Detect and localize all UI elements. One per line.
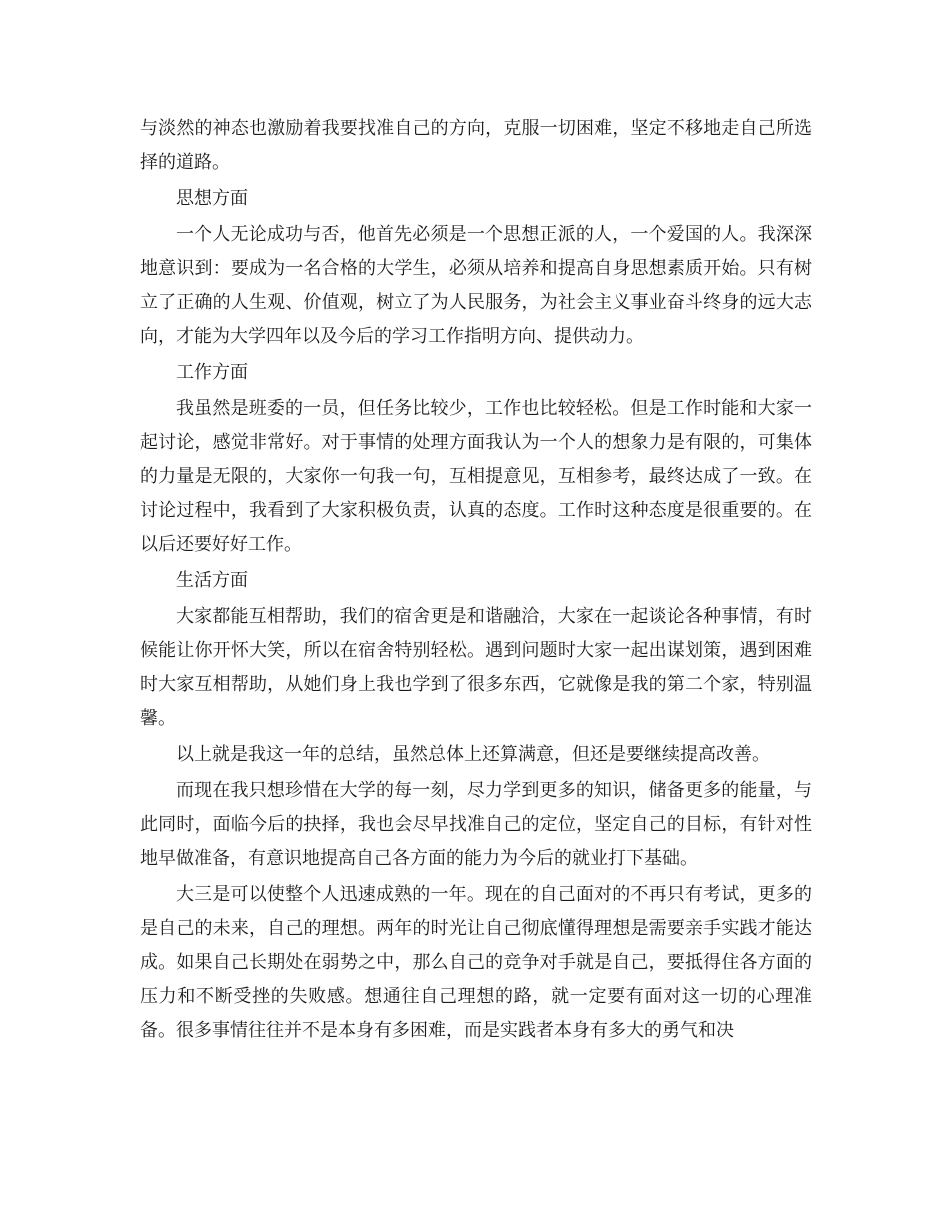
paragraph-summary: 以上就是我这一年的总结，虽然总体上还算满意，但还是要继续提高改善。 [176,744,770,765]
section-heading-work: 工作方面 [176,362,248,383]
paragraph-work: 我虽然是班委的一员，但任务比较少，工作也比较轻松。但是工作时能和大家一起讨论，感觉非常好。对于事情的处理方面我认为一个人的想象力是有限的，可集体的力量是无限的，大家你一句我一句，互相提意见，互相参考，最终达成了一致。在讨论过程中，我看到了大家积极负责，认真的态度。工作时这种态度是很重要的。在以后还要好好工作。 [140,398,812,555]
paragraph-future: 而现在我只想珍惜在大学的每一刻，尽力学到更多的知识，储备更多的能量，与此同时，面临今后的抉择，我也会尽早找准自己的定位，坚定自己的目标，有针对性地早做准备，有意识地提高自己各方面的能力为今后的就业打下基础。 [140,780,812,869]
section-heading-thought: 思想方面 [176,188,248,209]
section-heading-life: 生活方面 [176,570,248,591]
document-body [140,112,812,1050]
paragraph-continuation: 与淡然的神态也激励着我要找准自己的方向，克服一切困难，坚定不移地走自己所选择的道路。 [140,118,812,173]
paragraph-junior-year: 大三是可以使整个人迅速成熟的一年。现在的自己面对的不再只有考试，更多的是自己的未来，自己的理想。两年的时光让自己彻底懂得理想是需要亲手实践才能达成。如果自己长期处在弱势之中，那么自己的竞争对手就是自己，要抵得住各方面的压力和不断受挫的失败感。想通往自己理想的路，就一定要有面对这一切的心理准备。很多事情往往并不是本身有多困难，而是实践者本身有多大的勇气和决 [140,884,812,1041]
paragraph-thought: 一个人无论成功与否，他首先必须是一个思想正派的人，一个爱国的人。我深深地意识到：要成为一名合格的大学生，必须从培养和提高自身思想素质开始。只有树立了正确的人生观、价值观，树立了为人民服务，为社会主义事业奋斗终身的远大志向，才能为大学四年以及今后的学习工作指明方向、提供动力。 [140,224,812,347]
paragraph-life: 大家都能互相帮助，我们的宿舍更是和谐融洽，大家在一起谈论各种事情，有时候能让你开怀大笑，所以在宿舍特别轻松。遇到问题时大家一起出谋划策，遇到困难时大家互相帮助，从她们身上我也学到了很多东西，它就像是我的第二个家，特别温馨。 [140,606,812,729]
